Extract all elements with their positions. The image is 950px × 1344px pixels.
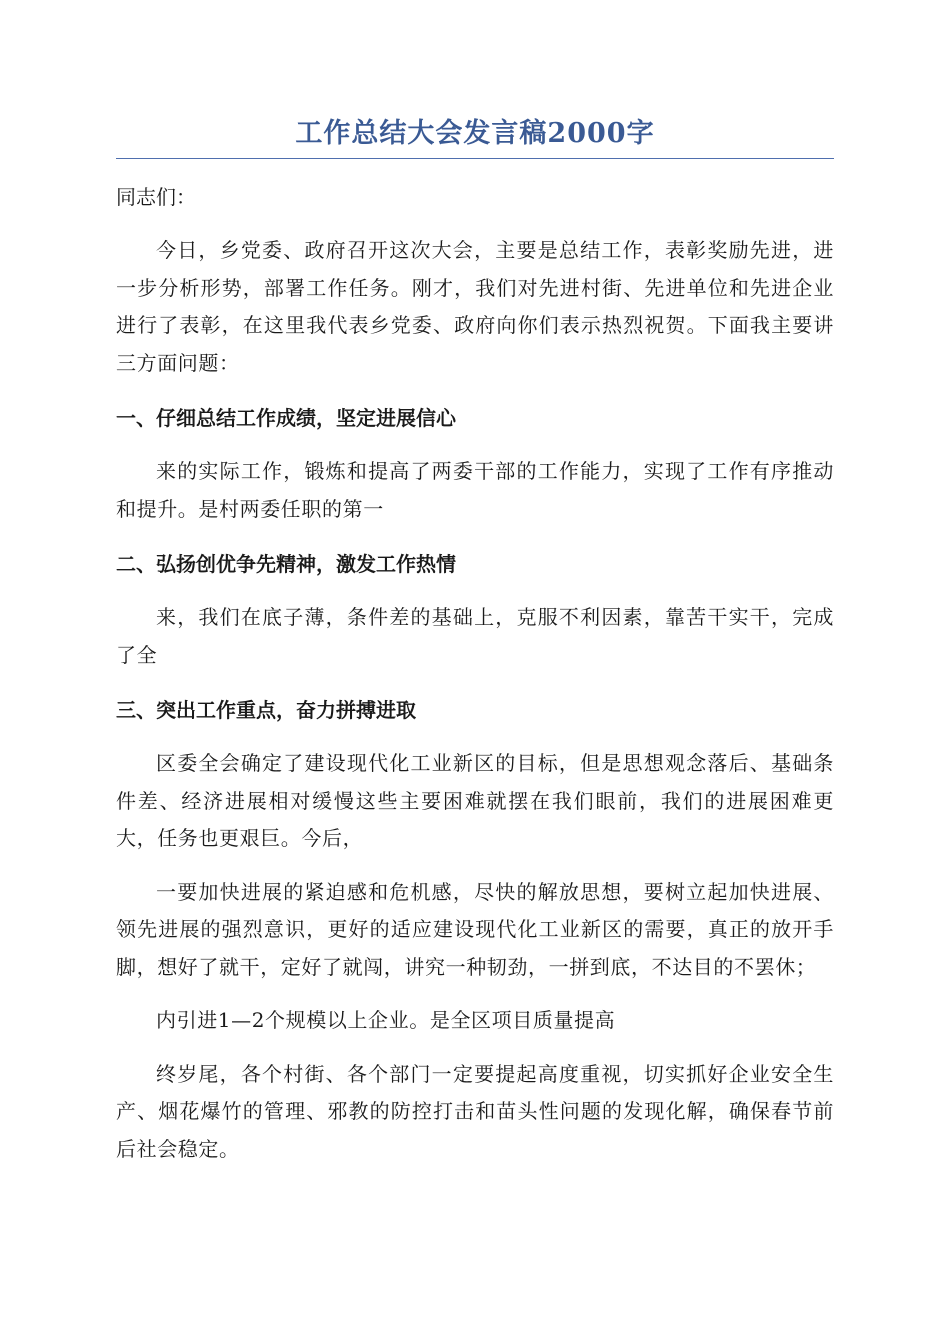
document-title: 工作总结大会发言稿2000字 (116, 112, 834, 159)
section-1-paragraph: 来的实际工作，锻炼和提高了两委干部的工作能力，实现了工作有序推动和提升。是村两委任职的第一 (116, 459, 834, 521)
section-2-heading: 二、弘扬创优争先精神，激发工作热情 (116, 552, 456, 576)
section-3-paragraph-2: 一要加快进展的紧迫感和危机感，尽快的解放思想，要树立起加快进展、领先进展的强烈意识，更好的适应建设现代化工业新区的需要，真正的放开手脚，想好了就干，定好了就闯，讲究一种韧劲，一拼到底，不达目的不罢休； (116, 879, 834, 979)
intro-paragraph: 今日，乡党委、政府召开这次大会，主要是总结工作，表彰奖励先进，进一步分析形势，部署工作任务。刚才，我们对先进村街、先进单位和先进企业进行了表彰，在这里我代表乡党委、政府向你们表示热烈祝贺。下面我主要讲三方面问题： (116, 238, 834, 375)
section-3-paragraph-1: 区委全会确定了建设现代化工业新区的目标，但是思想观念落后、基础条件差、经济进展相对缓慢这些主要困难就摆在我们眼前，我们的进展困难更大，任务也更艰巨。今后， (116, 751, 834, 850)
section-3-paragraph-3: 内引进1—2个规模以上企业。是全区项目质量提高 (156, 1008, 616, 1032)
section-3-heading: 三、突出工作重点，奋力拼搏进取 (116, 698, 416, 722)
section-2-paragraph: 来，我们在底子薄，条件差的基础上，克服不利因素，靠苦干实干，完成了全 (116, 605, 834, 667)
section-1-heading: 一、仔细总结工作成绩，坚定进展信心 (116, 406, 456, 430)
section-3-paragraph-4: 终岁尾，各个村街、各个部门一定要提起高度重视，切实抓好企业安全生产、烟花爆竹的管理、邪教的防控打击和苗头性问题的发现化解，确保春节前后社会稳定。 (116, 1061, 834, 1161)
document-page (116, 112, 834, 1168)
salutation: 同志们： (116, 185, 196, 209)
